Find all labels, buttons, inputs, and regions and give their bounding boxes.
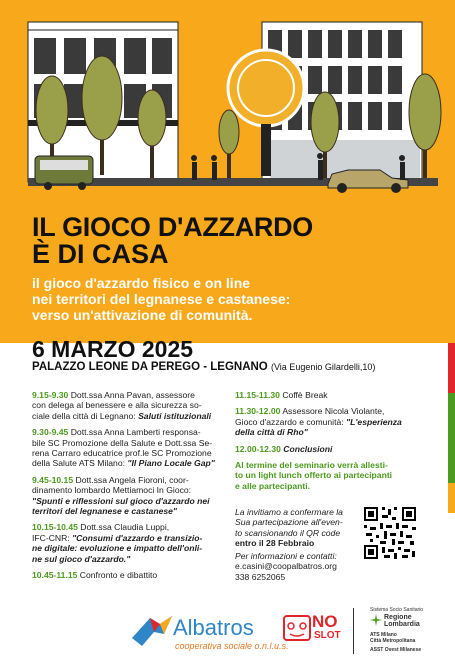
program-text: bile SC Promozione della Salute e Dott.ssa Se- — [32, 437, 213, 448]
noslot-no-text: NO — [312, 612, 338, 631]
program-time: 9.45-10.15 — [32, 474, 74, 485]
program-emph: "Spunti e riflessioni sul gioco d'azzardo nei — [32, 495, 210, 506]
program-text: con delega al benessere e alla sicurezza so- — [32, 400, 202, 411]
contact-label: Per informazioni e contatti: — [235, 551, 337, 561]
program-time: 9.15-9.30 — [32, 390, 69, 400]
logo-divider — [353, 608, 354, 654]
program-item — [235, 406, 435, 437]
program-left — [32, 390, 232, 581]
program-time: 12.00-12.30 — [235, 443, 281, 454]
program-time: 10.15-10.45 — [32, 522, 78, 533]
program-time: 11.15-11.30 — [235, 390, 280, 400]
accent-strip-green — [448, 393, 455, 483]
subtitle-line1: il gioco d'azzardo fisico e on line — [32, 275, 251, 291]
program-text: rena Carraro educatrice prof.le SC Promozione — [32, 448, 212, 459]
subtitle-line3: verso un'attivazione di comunità. — [32, 307, 253, 323]
invite-text: La invitiamo a confermare la Sua partecipazione all'even- to scansionando il QR code entro il 28 Febbraio — [235, 507, 343, 549]
program-item — [235, 390, 435, 400]
venue-name: PALAZZO LEONE DA PEREGO - LEGNANO — [32, 361, 268, 373]
program-emph: ne sul gioco d'azzardo." — [32, 553, 131, 564]
regione-logo-icon — [370, 614, 382, 626]
invite-deadline: entro il 28 Febbraio — [235, 538, 315, 549]
venue-address: (Via Eugenio Gilardelli,10) — [270, 362, 376, 372]
contact-block — [235, 551, 365, 582]
lunch-note: Al termine del seminario verrà allesti- to un light lunch offerto ai partecipanti e alle partecipanti. — [235, 460, 393, 491]
program-time: 10.45-11.15 — [32, 570, 78, 581]
program-emph: "L'esperienza — [346, 416, 402, 427]
program-emph: della città di Rho" — [235, 427, 308, 438]
page-title-line1: IL GIOCO D'AZZARDO — [32, 212, 314, 242]
program-item — [32, 475, 232, 517]
program-time: 11.30-12.00 — [235, 406, 281, 417]
accent-strip-red — [448, 343, 455, 393]
regione-name-line1: Regione — [384, 614, 412, 621]
program-text: Dott.ssa Claudia Luppi, — [80, 522, 170, 533]
program-emph: ne digitale: evoluzione e impatto dell'onli- — [32, 543, 203, 554]
ats-line2: Città Metropolitana — [370, 638, 416, 644]
regione-name-line2: Lombardia — [384, 621, 420, 628]
asst-text: ASST Ovest Milanese — [370, 647, 422, 653]
program-text: Assessore Nicola Violante, — [282, 406, 385, 417]
program-emph: "Il Piano Locale Gap" — [127, 458, 215, 469]
program-time: 9.30-9.45 — [32, 427, 69, 438]
qr-code[interactable] — [362, 505, 418, 561]
program-text: Coffè Break — [282, 390, 328, 400]
program-text: Confronto e dibattito — [79, 570, 158, 581]
contact-phone: 338 6252065 — [235, 571, 286, 582]
program-emph: "Consumi d'azzardo e transizio- — [72, 532, 203, 543]
program-text: IFC-CNR: — [32, 532, 70, 543]
program-item — [32, 390, 232, 421]
subtitle-line2: nei territori del legnanese e castanese: — [32, 291, 291, 307]
city-illustration — [0, 0, 455, 210]
ats-line1: ATS Milano — [370, 632, 397, 638]
event-date: 6 MARZO 2025 — [32, 336, 194, 362]
contact-email[interactable]: e.casini@coopalbatros.org — [235, 561, 337, 572]
program-item — [235, 444, 435, 454]
noslot-logo-icon — [282, 612, 312, 652]
program-item — [32, 522, 232, 564]
program-text: ciale della città di Legnano: — [32, 410, 136, 421]
regione-header-text: Sistema Socio Sanitario — [370, 607, 424, 613]
program-text: Dott.ssa Anna Pavan, assessore — [70, 390, 195, 400]
program-emph: Conclusioni — [283, 443, 333, 454]
program-text: Dott.ssa Anna Lamberti responsa- — [70, 427, 201, 438]
noslot-slot-text: SLOT — [314, 630, 341, 641]
event-venue — [32, 361, 375, 373]
program-item — [32, 427, 232, 469]
page-title-line2: È DI CASA — [32, 239, 169, 269]
albatros-logo-text: Albatros — [173, 615, 254, 640]
program-emph: territori del legnanese e castanese" — [32, 506, 177, 517]
program-right — [235, 390, 435, 501]
program-text: dinamento lombardo Mettiamoci In Gioco: — [32, 485, 192, 496]
albatros-logo-subtext: cooperativa sociale o.n.l.u.s. — [175, 641, 289, 651]
program-item — [32, 570, 232, 580]
program-text: della Salute ATS Milano: — [32, 458, 125, 469]
albatros-logo-icon — [130, 612, 174, 652]
program-text: Gioco d'azzardo e comunità: — [235, 416, 344, 427]
accent-strip-orange — [448, 483, 455, 513]
program-text: Dott.ssa Angela Fioroni, coor- — [75, 474, 189, 485]
program-emph: Saluti istituzionali — [138, 410, 212, 421]
